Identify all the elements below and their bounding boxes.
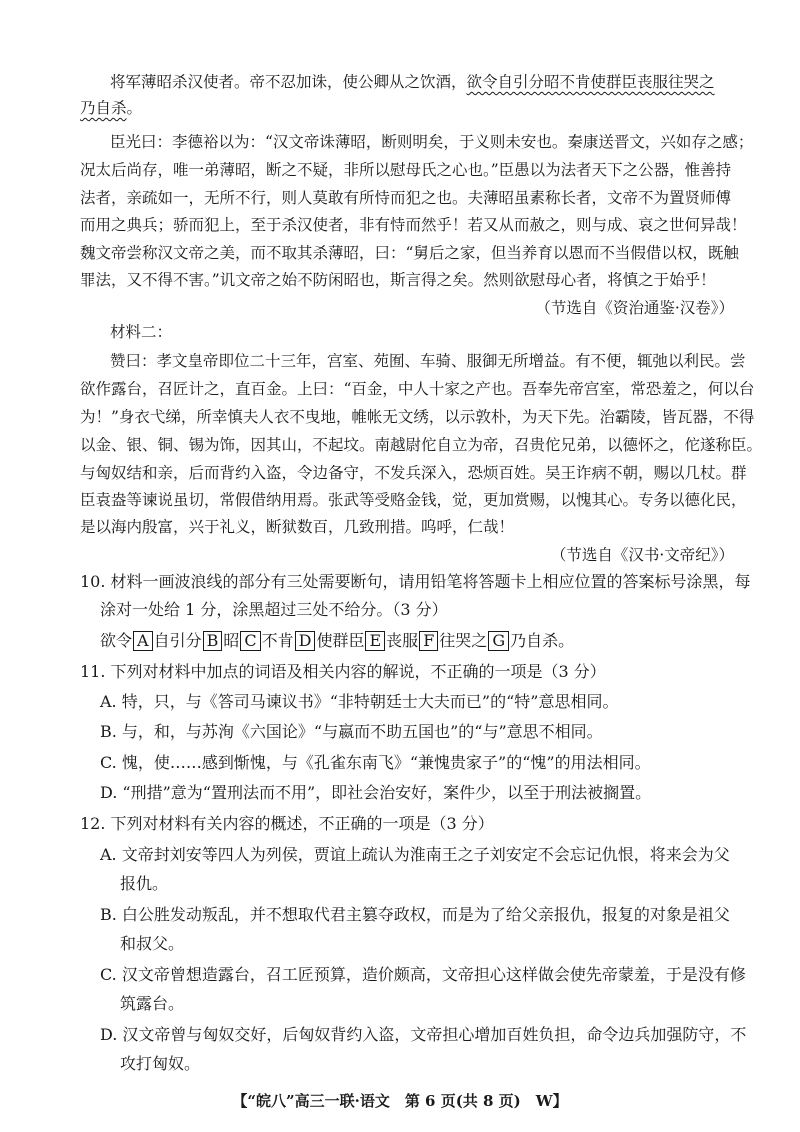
material2-line-4: 以金、银、铜、锡为饰，因其山，不起坟。南越尉佗自立为帝，召贵佗兄弟，以德怀之，佗遂称臣。	[80, 436, 763, 454]
q12-option-a-line-1: A. 文帝封刘安等四人为列侯，贾谊上疏认为淮南王之子刘安定不会忘记仇恨，将来会为父	[100, 845, 730, 864]
q12-option-c-line-2: 筑露台。	[120, 994, 185, 1013]
page-footer: 【“皖八”高三一联·语文 第 6 页(共 8 页) W】	[232, 1092, 568, 1110]
q10-option-f[interactable]: F	[419, 631, 438, 651]
q12-option-c-line-1: C. 汉文帝曾想造露台，召工匠预算，造价颇高，文帝担心这样做会使先帝蒙羞，于是没有修	[100, 965, 746, 984]
q12-option-d-line-2: 攻打匈奴。	[120, 1054, 201, 1073]
q10-option-b[interactable]: B	[203, 631, 223, 651]
q11-option-c: C. 愧，使……感到惭愧，与《孔雀东南飞》“兼愧贵家子”的“愧”的用法相同。	[100, 753, 651, 772]
material1-line-2: 乃自杀。	[80, 99, 143, 117]
wavy-underline-text: 欲令自引分昭不肯使群臣丧服往哭之	[466, 73, 715, 91]
q10-stem-line-1: 10. 材料一画波浪线的部分有三处需要断句，请用铅笔将答题卡上相应位置的答案标号涂黑，每	[80, 572, 751, 591]
material1-p2-line-5: 魏文帝尝称汉文帝之美，而不取其杀薄昭，曰：“舅后之家，但当养育以恩而不当假借以权，既触	[80, 244, 739, 262]
material1-p2-line-6: 罪法，又不得不害。”讥文帝之始不防闲昭也，斯言得之矣。然则欲慰母心者，将慎之于始乎！	[80, 271, 716, 289]
material2-line-2: 欲作露台，召匠计之，直百金。上曰：“百金，中人十家之产也。吾奉先帝宫室，常恐羞之，何以台	[80, 380, 755, 398]
wavy-underline-text-end: 乃自杀	[80, 99, 127, 117]
material2-line-5: 与匈奴结和亲，后而背约入盗，令边备守，不发兵深入，恐烦百姓。吴王诈病不朝，赐以几杖。群	[80, 464, 747, 482]
material1-line-1: 将军薄昭杀汉使者。帝不忍加诛，使公卿从之饮酒，欲令自引分昭不肯使群臣丧服往哭之	[110, 73, 715, 91]
material2-line-7: 是以海内殷富，兴于礼义，断狱数百，几致刑措。呜呼，仁哉！	[80, 518, 515, 536]
material2-line-6: 臣袁盎等谏说虽切，常假借纳用焉。张武等受赂金钱，觉，更加赏赐，以愧其心。专务以德化民，	[80, 491, 747, 509]
q11-option-b: B. 与，和，与苏洵《六国论》“与嬴而不助五国也”的“与”意思不相同。	[100, 722, 603, 741]
q12-option-d-line-1: D. 汉文帝曾与匈奴交好，后匈奴背约入盗，文帝担心增加百姓负担，命令边兵加强防守，不	[100, 1025, 747, 1044]
material2-line-3: 为！”身衣弋绨，所幸慎夫人衣不曳地，帷帐无文绣，以示敦朴，为天下先。治霸陵，皆瓦器，不得	[80, 408, 755, 426]
material2-heading: 材料二：	[110, 323, 173, 341]
material1-p2-line-4: 而用之典兵；骄而犯上，至于杀汉使者，非有恃而然乎！若又从而赦之，则与成、哀之世何异哉！	[80, 216, 747, 234]
material1-source: （节选自《资治通鉴·汉卷》）	[535, 299, 734, 317]
q10-stem-line-2: 涂对一处给 1 分，涂黑超过三处不给分。（3 分）	[100, 600, 448, 619]
material2-line-1: 赞曰：孝文皇帝即位二十三年，宫室、苑囿、车骑、服御无所增益。有不便，辄弛以利民。尝	[110, 352, 746, 370]
material1-p2-line-3: 法者，亲疏如一，无所不行，则人莫敢有所恃而犯之也。夫薄昭虽素称长者，文帝不为置贤师傅	[80, 189, 732, 207]
q10-option-d[interactable]: D	[295, 631, 316, 651]
q11-option-a: A. 特，只，与《答司马谏议书》“非特朝廷士大夫而已”的“特”意思相同。	[100, 692, 619, 711]
q10-option-e[interactable]: E	[365, 631, 385, 651]
q10-option-g[interactable]: G	[488, 631, 509, 651]
q12-option-a-line-2: 报仇。	[120, 874, 169, 893]
q10-option-c[interactable]: C	[240, 631, 260, 651]
q12-option-b-line-1: B. 白公胜发动叛乱，并不想取代君主篡夺政权，而是为了给父亲报仇，报复的对象是祖父	[100, 905, 730, 924]
q10-option-a[interactable]: A	[133, 631, 153, 651]
q11-stem: 11. 下列对材料中加点的词语及相关内容的解说，不正确的一项是（3 分）	[80, 662, 606, 681]
material2-source: （节选自《汉书·文帝纪》）	[550, 546, 734, 564]
q11-option-d: D. “刑措”意为“置刑法而不用”，即社会治安好，案件少，以至于刑法被搁置。	[100, 783, 652, 802]
material1-p2-line-1: 臣光曰：李德裕以为：“汉文帝诛薄昭，断则明矣，于义则未安也。秦康送晋文，兴如存之感；	[110, 133, 754, 151]
material1-p2-line-2: 况太后尚存，唯一弟薄昭，断之不疑，非所以慰母氏之心也。”臣愚以为法者天下之公器，惟善持	[80, 161, 732, 179]
q12-stem: 12. 下列对材料有关内容的概述，不正确的一项是（3 分）	[80, 814, 494, 833]
q12-option-b-line-2: 和叔父。	[120, 934, 185, 953]
q10-options: 欲令 A 自引分 B 昭 C 不肯 D 使群臣 E 丧服 F 往哭之 G 乃自杀。	[100, 631, 575, 650]
